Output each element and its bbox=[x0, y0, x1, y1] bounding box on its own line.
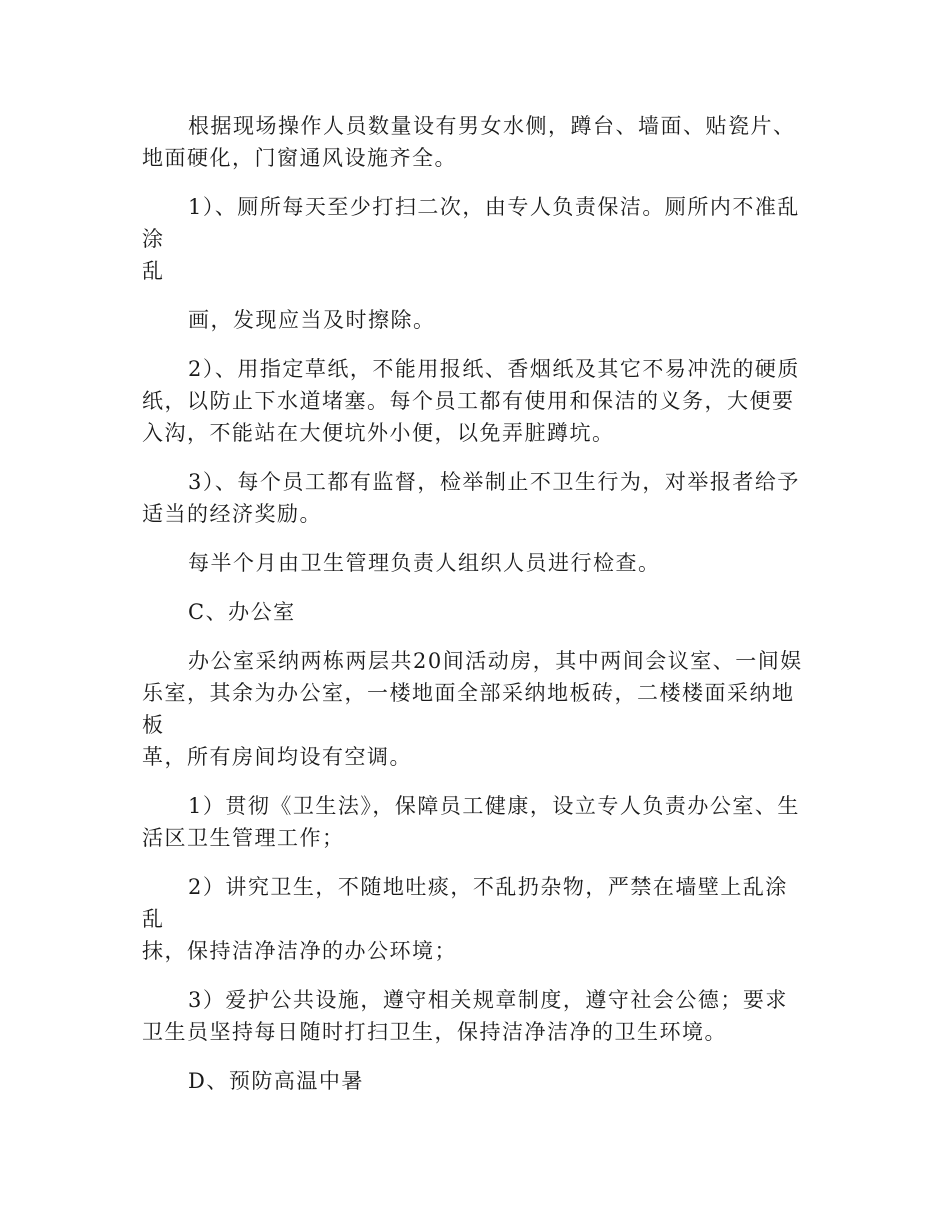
paragraph-office-rule-3: 3）爱护公共设施，遵守相关规章制度，遵守社会公德；要求卫生员坚持每日随时打扫卫生，保持洁净洁净的卫生环境。 bbox=[142, 988, 788, 1044]
paragraph-rule-1-continued: 画，发现应当及时擦除。 bbox=[188, 308, 436, 332]
section-heading-office: C、办公室 bbox=[188, 600, 296, 624]
section-heading-heatstroke: D、预防高温中暑 bbox=[188, 1069, 364, 1093]
paragraph-rule-2: 2）、用指定草纸，不能用报纸、香烟纸及其它不易冲洗的硬质纸，以防止下水道堵塞。每个员工都有使用和保洁的义务，大便要入沟，不能站在大便坑外小便，以免弄脏蹲坑。 bbox=[142, 357, 800, 445]
paragraph-inspection: 每半个月由卫生管理负责人组织人员进行检查。 bbox=[188, 551, 661, 575]
paragraph-office-rule-2: 2）讲究卫生，不随地吐痰，不乱扔杂物，严禁在墙壁上乱涂乱 抹，保持洁净洁净的办公环境； bbox=[142, 875, 788, 963]
paragraph-facilities: 根据现场操作人员数量设有男女水侧，蹲台、墙面、贴瓷片、地面硬化，门窗通风设施齐全。 bbox=[142, 114, 796, 170]
paragraph-office-rule-1: 1）贯彻《卫生法》，保障员工健康，设立专人负责办公室、生活区卫生管理工作； bbox=[142, 794, 800, 850]
paragraph-rule-1: 1）、厕所每天至少打扫二次，由专人负责保洁。厕所内不准乱涂 乱 bbox=[142, 195, 800, 283]
paragraph-rule-3: 3）、每个员工都有监督，检举制止不卫生行为，对举报者给予适当的经济奖励。 bbox=[142, 470, 800, 526]
paragraph-office-description: 办公室采纳两栋两层共20间活动房，其中两间会议室、一间娱乐室，其余为办公室，一楼地面全部采纳地板砖，二楼楼面采纳地板 革，所有房间均设有空调。 bbox=[142, 649, 803, 769]
document-body bbox=[142, 110, 807, 1114]
